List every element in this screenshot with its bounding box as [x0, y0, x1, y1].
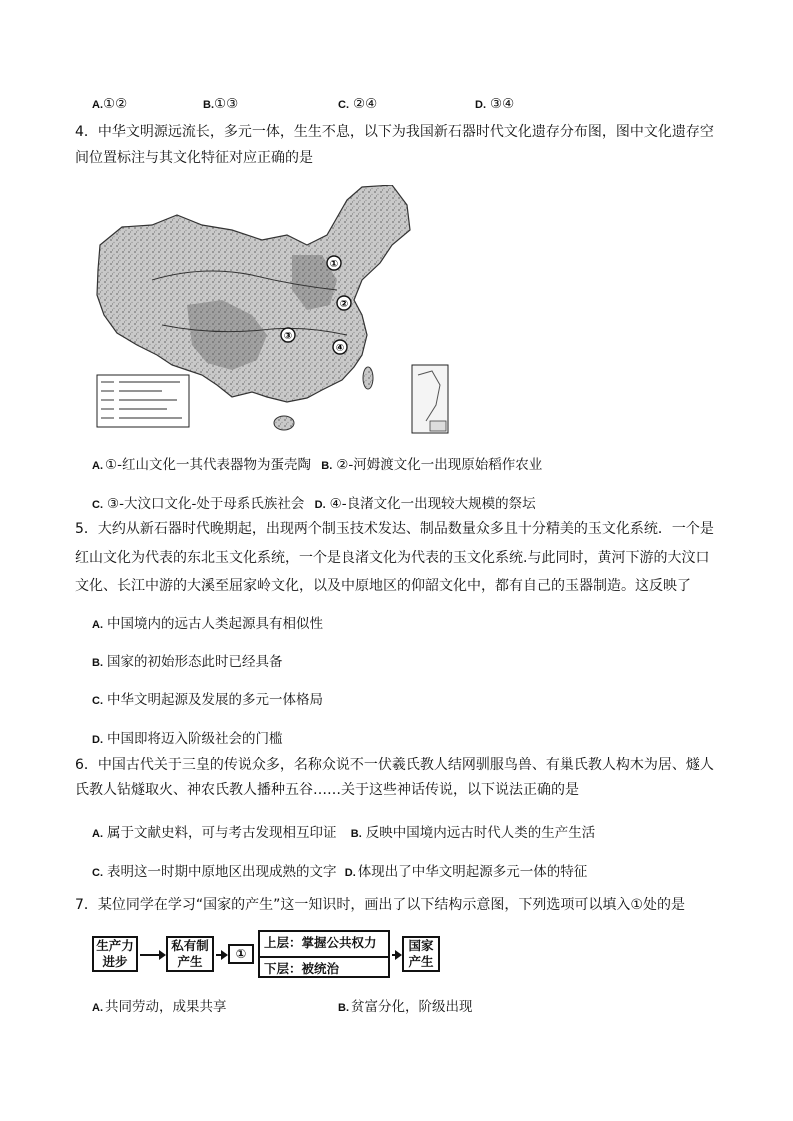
- q4-option-a[interactable]: [92, 453, 542, 473]
- option-label: B.: [321, 460, 333, 472]
- q3-option-d[interactable]: [475, 95, 514, 114]
- q4-stem-line1: 4．中华文明源远流长，多元一体，生生不息，以下为我国新石器时代文化遗存分布图，图中文化遗存空: [75, 124, 714, 140]
- box-text: 私有制: [171, 938, 209, 953]
- option-text: 表明这一时期中原地区出现成熟的文字: [107, 864, 337, 880]
- option-label: A.: [92, 1002, 103, 1014]
- option-label: D.: [344, 867, 356, 879]
- box-text: 生产力: [96, 938, 134, 953]
- box-text: 国家: [408, 938, 434, 953]
- option-label: C.: [92, 867, 103, 879]
- option-text: 国家的初始形态此时已经具备: [107, 654, 283, 670]
- option-text: 共同劳动，成果共享: [105, 999, 227, 1015]
- q5-option-c[interactable]: [92, 688, 323, 708]
- option-text: ①②: [103, 96, 128, 112]
- box-text: ①: [235, 946, 247, 961]
- q7-stem: 7．某位同学在学习“国家的产生”这一知识时，画出了以下结构示意图，下列选项可以填入①处的是: [75, 897, 685, 913]
- q3-option-c[interactable]: [338, 95, 377, 114]
- diagram-box-state: [402, 936, 440, 972]
- q4-option-c[interactable]: [92, 492, 536, 512]
- box-text: 产生: [408, 954, 434, 969]
- q5-stem-line3: 文化、长江中游的大溪至屈家岭文化，以及中原地区的仰韶文化中，都有自己的玉器制造。这反映了: [75, 578, 691, 594]
- q3-option-b[interactable]: [203, 95, 238, 114]
- option-text: ②④: [353, 96, 378, 112]
- box-text: 产生: [177, 954, 203, 969]
- option-label: A.: [92, 460, 103, 472]
- china-map-graphic: [92, 185, 452, 435]
- box-upper: 上层：掌握公共权力: [260, 932, 388, 958]
- q6-option-c[interactable]: [92, 860, 587, 880]
- option-label: C.: [338, 99, 349, 111]
- box-text: 进步: [102, 954, 128, 969]
- option-text: ①-红山文化一其代表器物为蛋壳陶: [105, 457, 311, 473]
- option-text: ③-大汶口文化-处于母系氏族社会: [107, 496, 305, 512]
- option-label: D.: [475, 99, 486, 111]
- q5-option-d[interactable]: [92, 727, 283, 747]
- option-text: ②-河姆渡文化一出现原始稻作农业: [336, 457, 543, 473]
- option-text: 贫富分化，阶级出现: [351, 999, 473, 1015]
- option-text: 中国境内的远古人类起源具有相似性: [107, 616, 323, 632]
- option-label: B.: [92, 657, 103, 669]
- option-label: B.: [350, 828, 362, 840]
- option-label: A.: [92, 619, 103, 631]
- map-marker-2: ②: [339, 299, 349, 310]
- arrow-2: [216, 954, 222, 956]
- arrow-1: [140, 954, 160, 956]
- q6-stem-line2: 氏教人钻燧取火、神农氏教人播种五谷……关于这些神话传说，以下说法正确的是: [75, 782, 579, 798]
- option-label: D.: [314, 499, 326, 511]
- option-text: ④-良渚文化一出现较大规模的祭坛: [329, 496, 536, 512]
- map-marker-1: ①: [329, 259, 339, 270]
- q7-option-b[interactable]: [338, 995, 473, 1015]
- diagram-box-classes: [258, 930, 390, 978]
- q5-stem-line1: 5．大约从新石器时代晚期起，出现两个制玉技术发达、制品数量众多且十分精美的玉文化系统．一个是: [75, 521, 714, 537]
- diagram-box-productivity: [92, 936, 138, 972]
- q4-stem-line2: 间位置标注与其文化特征对应正确的是: [75, 150, 313, 166]
- option-text: 反映中国境内远古时代人类的生产生活: [365, 825, 596, 841]
- q5-option-a[interactable]: [92, 612, 323, 632]
- box-lower: 下层：被统治: [264, 961, 340, 976]
- neolithic-culture-map: [92, 185, 452, 435]
- q5-option-b[interactable]: [92, 650, 283, 670]
- option-text: 中国即将迈入阶级社会的门槛: [107, 731, 283, 747]
- option-text: 中华文明起源及发展的多元一体格局: [107, 692, 323, 708]
- option-label: B.: [338, 1002, 349, 1014]
- option-label: B.: [203, 99, 214, 111]
- map-marker-3: ③: [283, 331, 293, 342]
- q6-option-a[interactable]: [92, 821, 595, 841]
- q5-stem-line2: 红山文化为代表的东北玉文化系统，一个是良渚文化为代表的玉文化系统.与此同时，黄河下游的大汶口: [75, 550, 710, 566]
- option-text: 体现出了中华文明起源多元一体的特征: [357, 864, 588, 880]
- diagram-box-private-ownership: [166, 936, 214, 972]
- option-label: C.: [92, 499, 103, 511]
- option-text: ③④: [490, 96, 515, 112]
- map-marker-4: ④: [335, 343, 345, 354]
- option-label: D.: [92, 734, 103, 746]
- q6-stem-line1: 6．中国古代关于三皇的传说众多，名称众说不一伏羲氏教人结网驯服鸟兽、有巢氏教人构木为居、燧人: [75, 757, 714, 773]
- option-label: A.: [92, 99, 103, 111]
- option-text: 属于文献史料，可与考古发现相互印证: [107, 825, 337, 841]
- q7-option-a[interactable]: [92, 995, 227, 1015]
- option-label: A.: [92, 828, 103, 840]
- option-text: ①③: [214, 96, 239, 112]
- option-label: C.: [92, 695, 103, 707]
- q3-option-a[interactable]: [92, 95, 127, 114]
- diagram-box-blank-1: [228, 944, 254, 964]
- arrow-3: [392, 954, 396, 956]
